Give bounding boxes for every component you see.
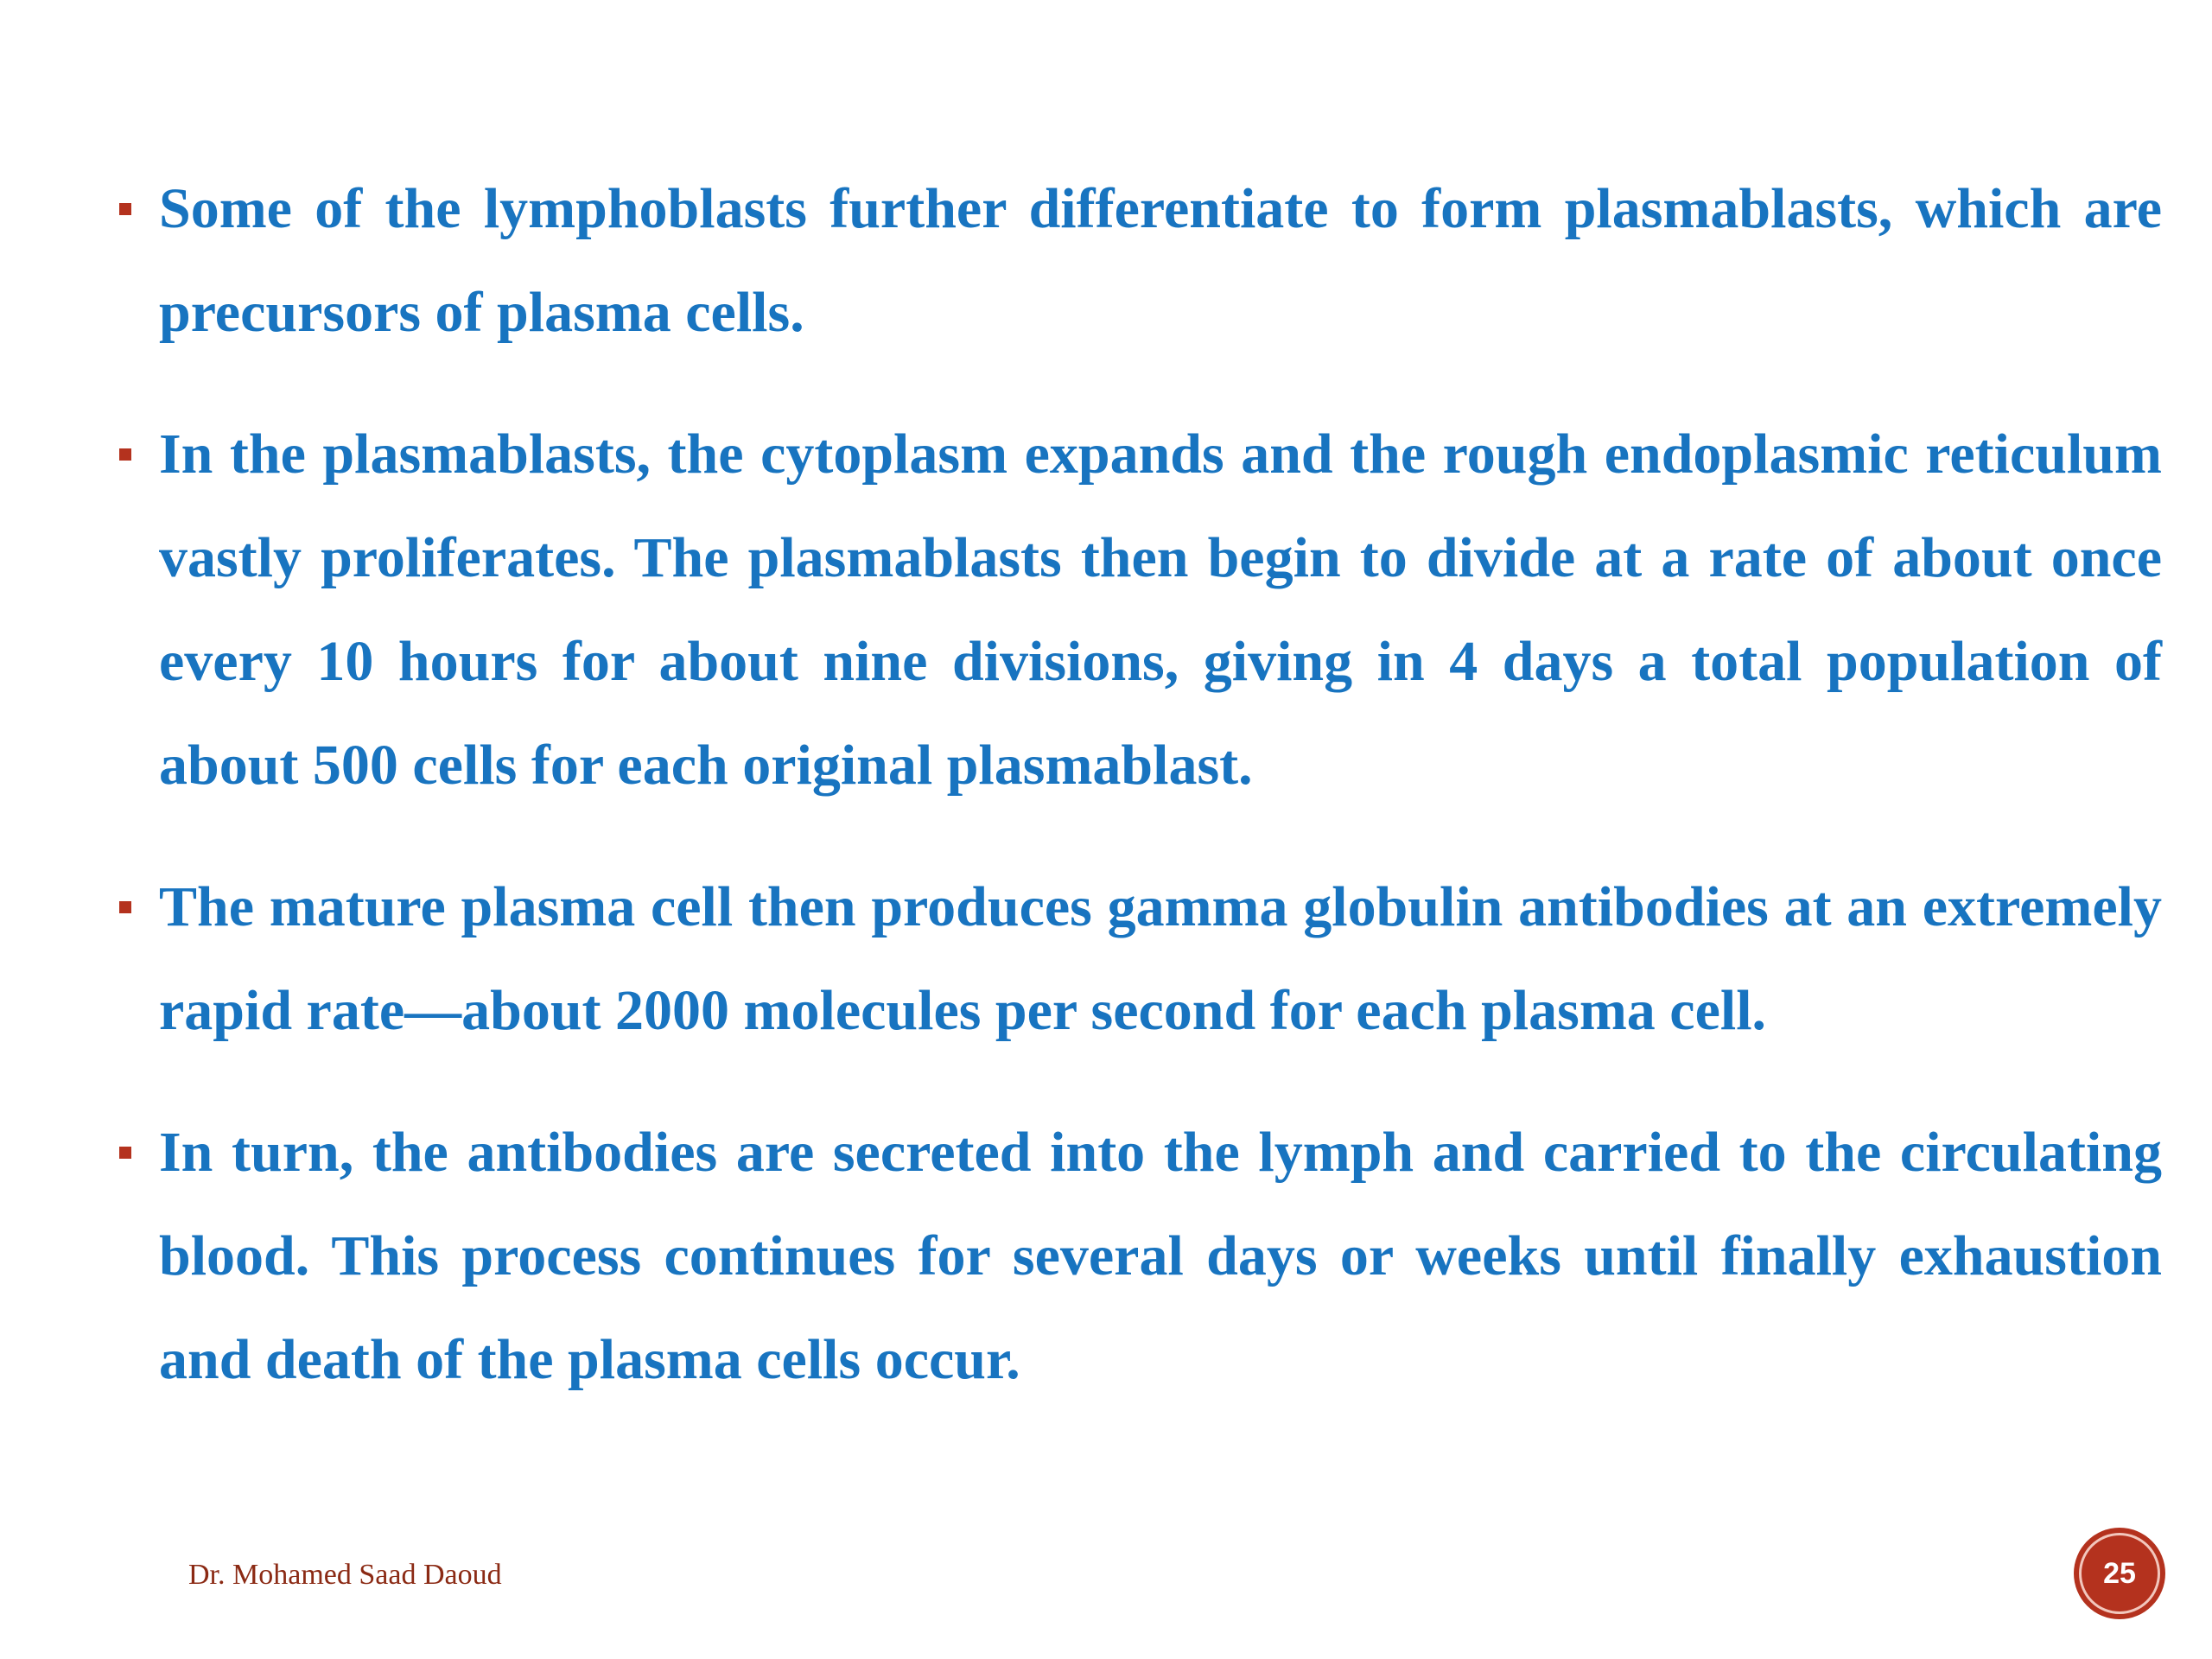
bullet-item (159, 855, 2162, 1063)
bullet-text: Some of the lymphoblasts further differentiate to form plasmablasts, which are precursors of plasma cells. (159, 177, 2162, 344)
bullet-text: The mature plasma cell then produces gamma globulin antibodies at an extremely rapid rate—about 2000 molecules per second for each plasma cell. (159, 875, 2162, 1042)
square-bullet-icon (119, 855, 137, 959)
bullet-list (159, 157, 2162, 1450)
square-bullet-icon (119, 157, 137, 261)
bullet-item (159, 403, 2162, 817)
bullet-text: In the plasmablasts, the cytoplasm expands and the rough endoplasmic reticulum vastly proliferates. The plasmablasts then begin to divide at a rate of about once every 10 hours for about nine divisions, giving in 4 days a total population of about 500 cells for each original plasmablast. (159, 423, 2162, 797)
page-number-badge (2074, 1528, 2165, 1619)
bullet-text: In turn, the antibodies are secreted into the lymph and carried to the circulating blood. This process continues for several days or weeks until finally exhaustion and death of the plasma cells occur. (159, 1121, 2162, 1391)
page-number: 25 (2103, 1556, 2136, 1590)
square-bullet-icon (119, 1101, 137, 1205)
bullet-item (159, 157, 2162, 365)
square-bullet-icon (119, 403, 137, 506)
footer-author: Dr. Mohamed Saad Daoud (188, 1559, 502, 1591)
bullet-item (159, 1101, 2162, 1412)
